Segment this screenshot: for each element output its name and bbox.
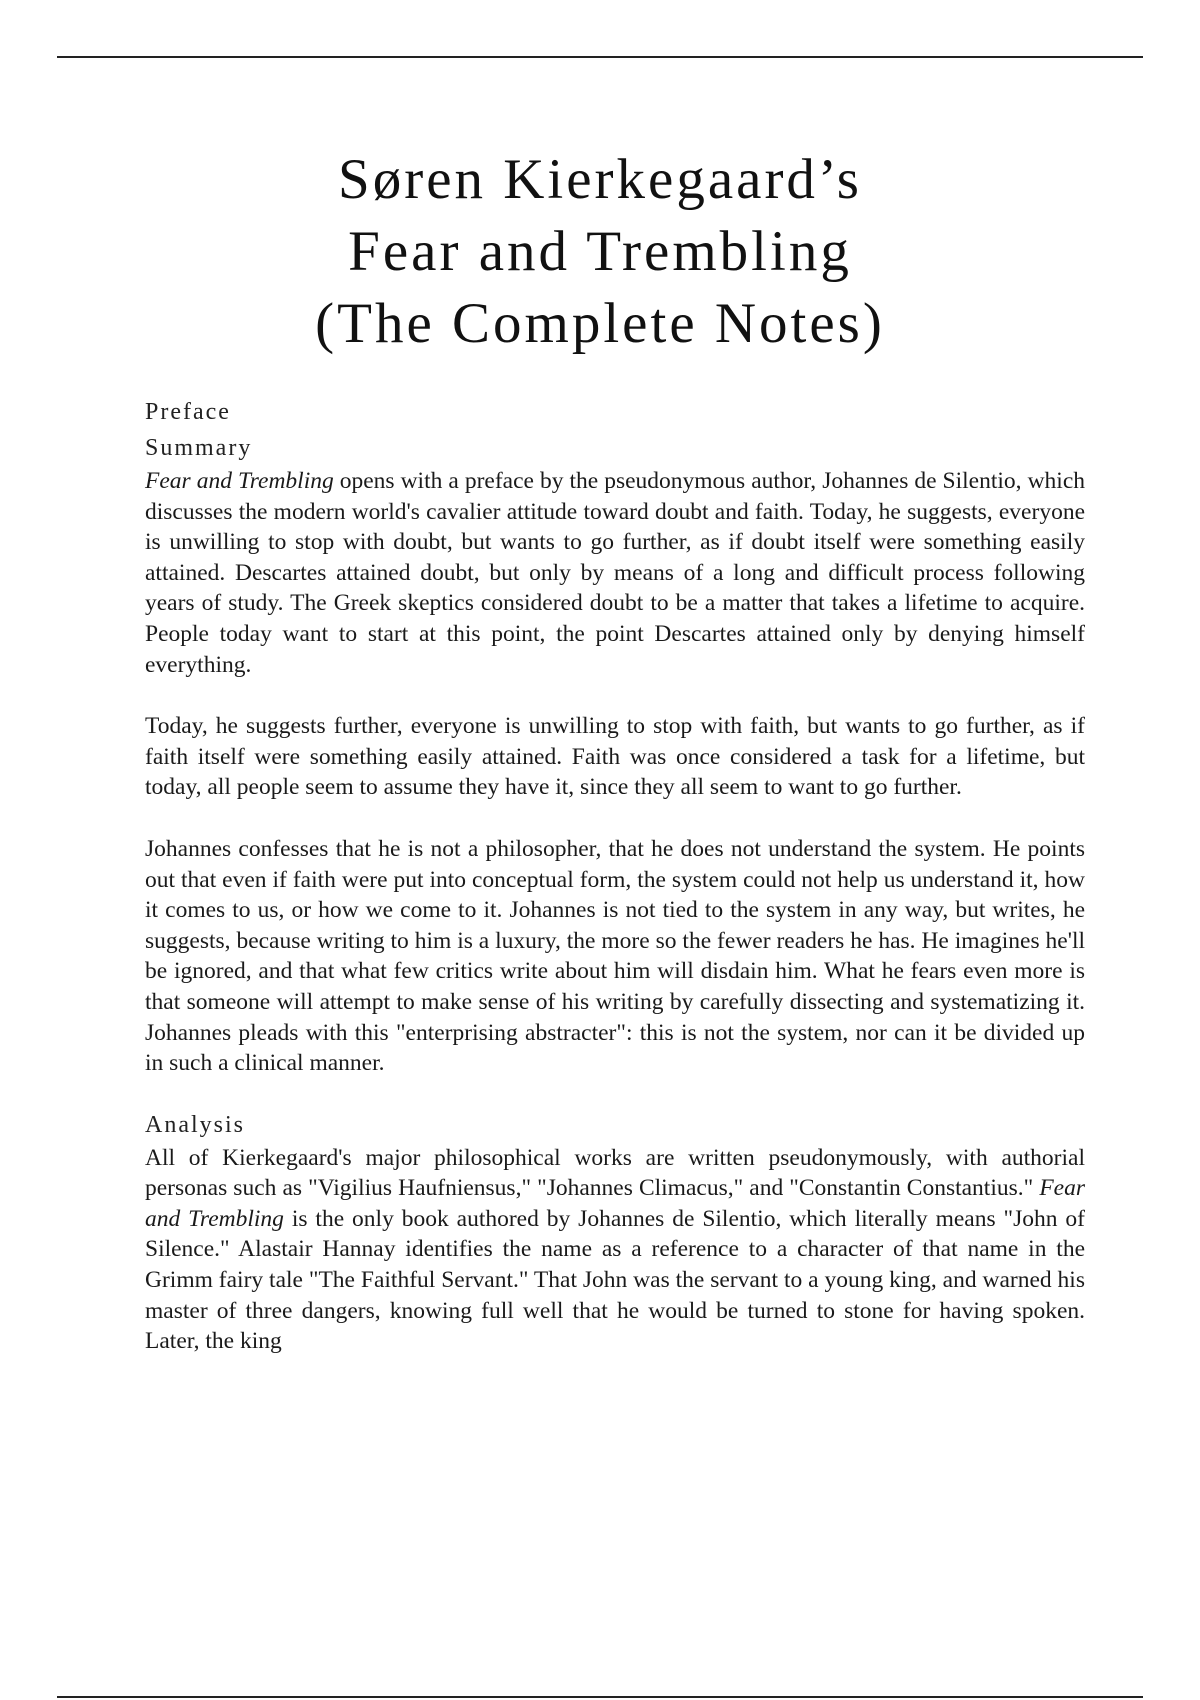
title-line-1: Søren Kierkegaard’s	[338, 148, 862, 211]
analysis-paragraph	[145, 1143, 1085, 1357]
summary-paragraph-2: Today, he suggests further, everyone is unwilling to stop with faith, but wants to go further, as if faith itself were something easily attained. Faith was once considered a task for a lifetime, but today, all people seem to assume they have it, since they all seem to want to go further.	[145, 713, 1085, 801]
top-rule	[57, 56, 1143, 58]
book-title-italic: Fear and Trembling	[145, 468, 334, 494]
preface-heading: Preface	[145, 399, 231, 425]
summary-paragraph-1-text: opens with a preface by the pseudonymous author, Johannes de Silentio, which discusses the modern world's cavalier attitude toward doubt and faith. Today, he suggests, everyone is unwilling to stop with doubt, but wants to go further, as if doubt itself were something easily attained. Descartes attained doubt, but only by means of a long and difficult process following years of study. The Greek skeptics considered doubt to be a matter that takes a lifetime to acquire. People today want to start at this point, the point Descartes attained only by denying himself everything.	[145, 468, 1085, 678]
summary-heading: Summary	[145, 435, 253, 461]
summary-paragraph-1	[145, 466, 1085, 680]
analysis-heading: Analysis	[145, 1111, 245, 1138]
document-title	[0, 144, 1200, 360]
title-line-3: (The Complete Notes)	[315, 292, 885, 355]
analysis-text-before: All of Kierkegaard's major philosophical works are written pseudonymously, with authorial personas such as "Vigilius Haufniensus," "Johannes Climacus," and "Constantin Constantius."	[145, 1144, 1085, 1202]
document-body	[145, 394, 1085, 1357]
book-title-italic: Fear and Trembling	[145, 1175, 1085, 1232]
summary-paragraph-3: Johannes confesses that he is not a philosopher, that he does not understand the system. He points out that even if faith were put into conceptual form, the system could not help us understand it, how it comes to us, or how we come to it. Johannes is not tied to the system in any way, but writes, he suggests, because writing to him is a luxury, the more so the fewer readers he has. He imagines he'll be ignored, and that what few critics write about him will disdain him. What he fears even more is that someone will attempt to make sense of his writing by carefully dissecting and systematizing it. Johannes pleads with this "enterprising abstracter": this is not the system, nor can it be divided up in such a clinical manner.	[145, 835, 1085, 1077]
title-line-2: Fear and Trembling	[348, 220, 852, 283]
bottom-rule	[57, 1696, 1143, 1698]
analysis-text-after: is the only book authored by Johannes de Silentio, which literally means "John of Silence." Alastair Hannay identifies the name as a reference to a character of that name in the Grimm fairy tale "The Faithful Servant." That John was the servant to a young king, and warned his master of three dangers, knowing full well that he would be turned to stone for having spoken. Later, the king	[145, 1205, 1085, 1355]
